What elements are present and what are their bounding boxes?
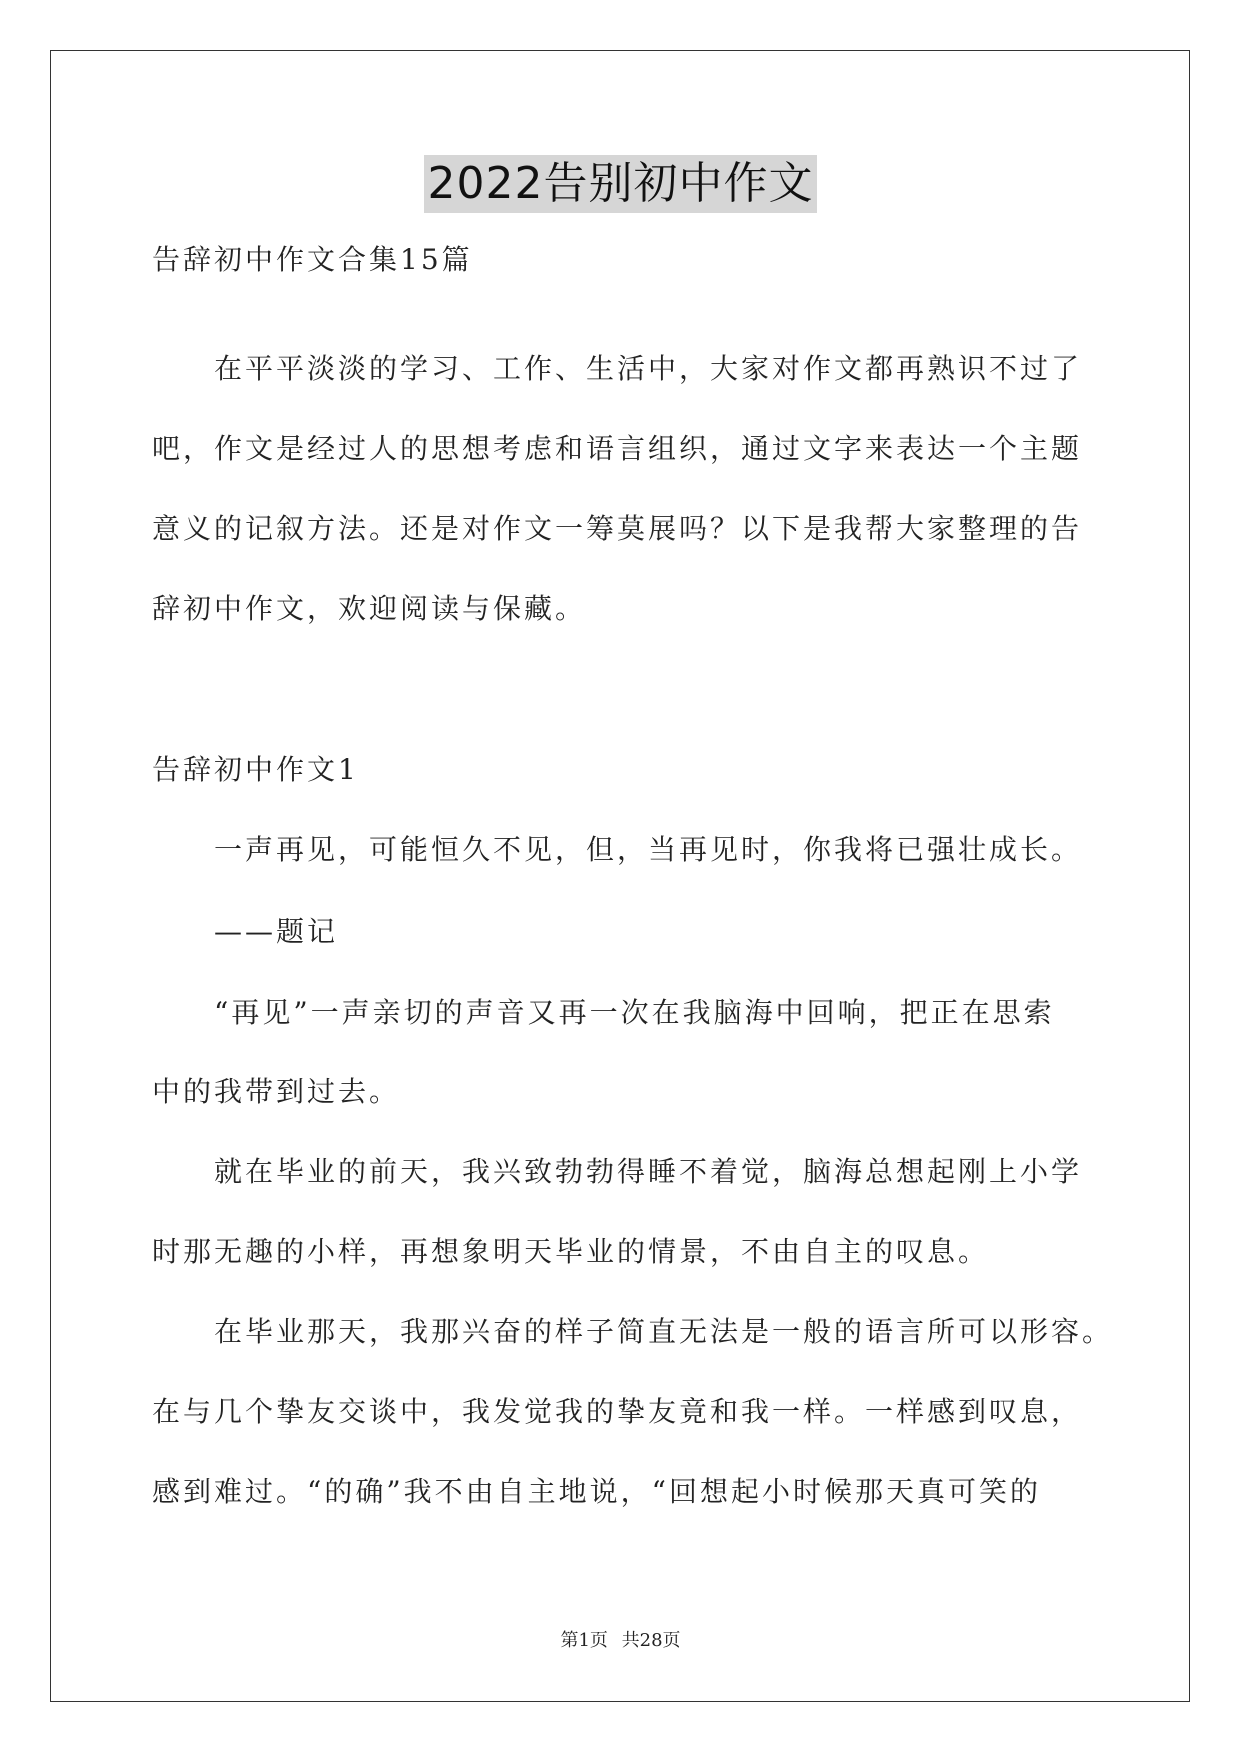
section-heading: 告辞初中作文1 (152, 753, 359, 786)
body-line-6: 时那无趣的小样，再想象明天毕业的情景，不由自主的叹息。 (152, 1235, 990, 1268)
intro-line-3: 意义的记叙方法。还是对作文一筹莫展吗？以下是我帮大家整理的告 (152, 512, 1083, 545)
body-line-2: ——题记 (214, 915, 339, 948)
body-line-8: 在与几个挚友交谈中，我发觉我的挚友竟和我一样。一样感到叹息， (152, 1395, 1083, 1428)
body-line-7: 在毕业那天，我那兴奋的样子简直无法是一般的语言所可以形容。 (214, 1315, 1114, 1348)
document-title: 2022告别初中作文 (424, 155, 818, 213)
page-total: 共28页 (621, 1630, 681, 1651)
body-line-9: 感到难过。“的确”我不由自主地说，“回想起小时候那天真可笑的 (152, 1475, 1041, 1508)
intro-line-4: 辞初中作文，欢迎阅读与保藏。 (152, 592, 587, 625)
body-line-5: 就在毕业的前天，我兴致勃勃得睡不着觉，脑海总想起刚上小学 (214, 1155, 1083, 1188)
title-container (0, 155, 1241, 213)
body-line-4: 中的我带到过去。 (152, 1075, 401, 1108)
intro-line-2: 吧，作文是经过人的思想考虑和语言组织，通过文字来表达一个主题 (152, 432, 1083, 465)
body-line-1: 一声再见，可能恒久不见，但，当再见时，你我将已强壮成长。 (214, 833, 1083, 866)
collection-subtitle: 告辞初中作文合集15篇 (152, 243, 473, 276)
page-footer (0, 1626, 1241, 1652)
page-border (50, 50, 1190, 1702)
intro-line-1: 在平平淡淡的学习、工作、生活中，大家对作文都再熟识不过了 (214, 352, 1083, 385)
page-number: 第1页 (560, 1630, 608, 1651)
body-line-3: “再见”一声亲切的声音又再一次在我脑海中回响，把正在思索 (214, 996, 1055, 1029)
